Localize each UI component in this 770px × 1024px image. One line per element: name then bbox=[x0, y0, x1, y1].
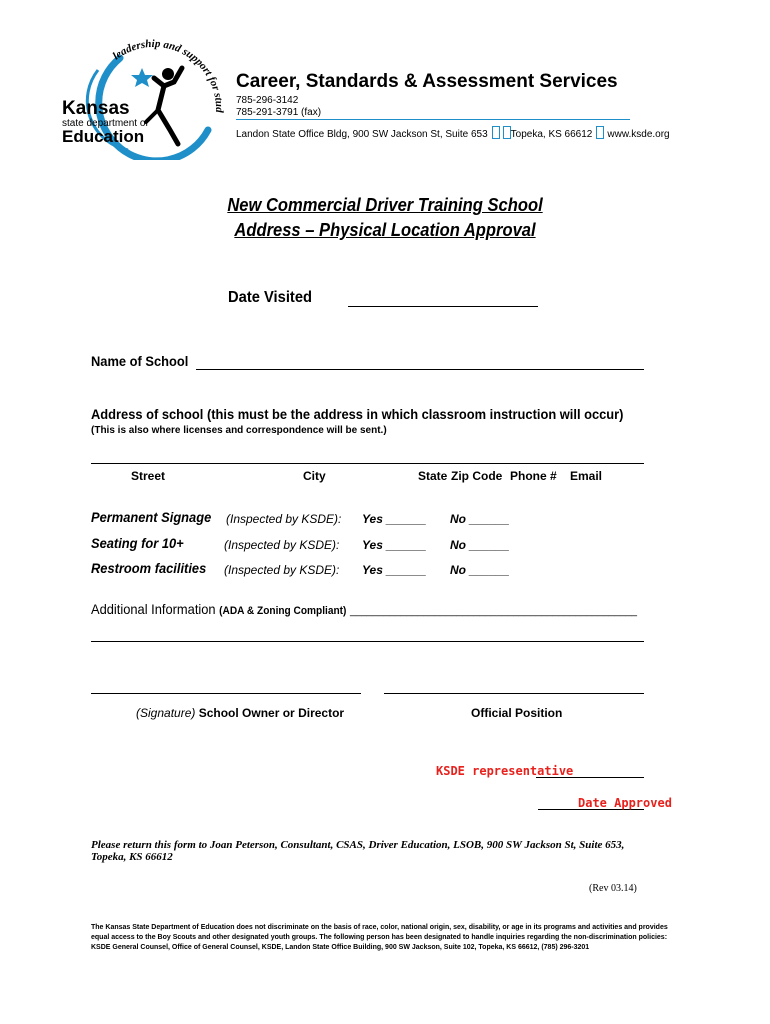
signature-caption bbox=[136, 706, 344, 720]
date-visited-field[interactable] bbox=[348, 306, 538, 307]
separator-box-icon bbox=[596, 126, 604, 139]
official-position-line[interactable] bbox=[384, 693, 644, 694]
check-label-signage: Permanent Signage bbox=[91, 509, 212, 525]
seating-no[interactable]: No ______ bbox=[450, 538, 510, 552]
column-phone: Phone # bbox=[510, 469, 557, 483]
check-label-seating: Seating for 10+ bbox=[91, 535, 184, 551]
logo-arc-text: leadership and support for stud bbox=[110, 37, 226, 113]
signage-no[interactable]: No ______ bbox=[450, 512, 510, 526]
additional-info-line[interactable] bbox=[91, 641, 644, 642]
column-city: City bbox=[303, 469, 326, 483]
inspected-by-ksde: (Inspected by KSDE): bbox=[224, 563, 340, 577]
official-position-label: Official Position bbox=[471, 706, 563, 720]
revision-label: (Rev 03.14) bbox=[589, 883, 637, 894]
header-rule bbox=[236, 119, 630, 120]
restroom-no[interactable]: No ______ bbox=[450, 563, 510, 577]
separator-box-icon bbox=[503, 126, 511, 139]
column-state: State bbox=[418, 469, 448, 483]
fax-number: 785-291-3791 (fax) bbox=[236, 107, 322, 118]
signature-label: School Owner or Director bbox=[198, 706, 345, 720]
logo-education: Education bbox=[62, 127, 145, 146]
column-email: Email bbox=[570, 469, 603, 483]
non-discrimination-footer: The Kansas State Department of Education does not discriminate on the basis of race, color, national origin, sex, disability, or age in its programs and activities and provides equal access to the Boy Scouts and other designated youth groups. The following person has been designated to handle inquiries regarding the non-discrimination policies: KSDE General Counsel, Office of General Counsel, KSDE, Landon State Office Building, 900 SW Jackson, Suite 102, Topeka, KS 66612, (785) 296-3201 bbox=[91, 924, 668, 951]
column-street: Street bbox=[131, 469, 166, 483]
signature-line[interactable] bbox=[91, 693, 361, 694]
website-link[interactable]: www.ksde.org bbox=[607, 129, 670, 140]
address-field[interactable] bbox=[91, 463, 644, 464]
ksde-representative-line[interactable] bbox=[536, 777, 644, 778]
return-instructions: Please return this form to Joan Peterson, Consultant, CSAS, Driver Education, LSOB, 900 SW Jackson St, Suite 653, Topeka, KS 66612 bbox=[91, 839, 625, 863]
office-city: Topeka, KS 66612 bbox=[510, 129, 593, 140]
signage-yes[interactable]: Yes ______ bbox=[362, 512, 427, 526]
phone-number: 785-296-3142 bbox=[236, 95, 299, 106]
restroom-yes[interactable]: Yes ______ bbox=[362, 563, 427, 577]
address-note: (This is also where licenses and correspondence will be sent.) bbox=[91, 425, 387, 436]
additional-info-row bbox=[91, 601, 637, 617]
school-name-label: Name of School bbox=[91, 353, 189, 369]
school-name-field[interactable] bbox=[196, 369, 644, 370]
inspected-by-ksde: (Inspected by KSDE): bbox=[224, 538, 340, 552]
form-title-line1: New Commercial Driver Training School bbox=[227, 195, 543, 215]
additional-info-note: (ADA & Zoning Compliant) bbox=[219, 605, 347, 617]
office-address: Landon State Office Bldg, 900 SW Jackson St, Suite 653 bbox=[236, 129, 488, 140]
address-label: Address of school (this must be the address in which classroom instruction will occur) bbox=[91, 406, 624, 422]
form-title-line2: Address – Physical Location Approval bbox=[234, 220, 536, 240]
department-title: Career, Standards & Assessment Services bbox=[236, 71, 618, 92]
address-line bbox=[236, 126, 670, 140]
ksde-logo bbox=[58, 30, 228, 160]
logo-kansas: Kansas bbox=[62, 98, 130, 119]
ksde-logo-graphic bbox=[58, 30, 228, 160]
signature-italic: (Signature) bbox=[136, 706, 196, 720]
ksde-representative-label: KSDE representative bbox=[436, 764, 574, 778]
logo-state-dept: state department of bbox=[62, 118, 149, 129]
date-approved-label: Date Approved bbox=[578, 796, 672, 810]
separator-box-icon bbox=[492, 126, 500, 139]
check-label-restroom: Restroom facilities bbox=[91, 560, 207, 576]
additional-info-label: Additional Information bbox=[91, 601, 216, 617]
inspected-by-ksde: (Inspected by KSDE): bbox=[226, 512, 342, 526]
date-visited-label: Date Visited bbox=[228, 289, 312, 306]
additional-info-field[interactable]: ___________________________________________________ bbox=[349, 605, 638, 617]
column-zip-code: Zip Code bbox=[451, 469, 503, 483]
seating-yes[interactable]: Yes ______ bbox=[362, 538, 427, 552]
